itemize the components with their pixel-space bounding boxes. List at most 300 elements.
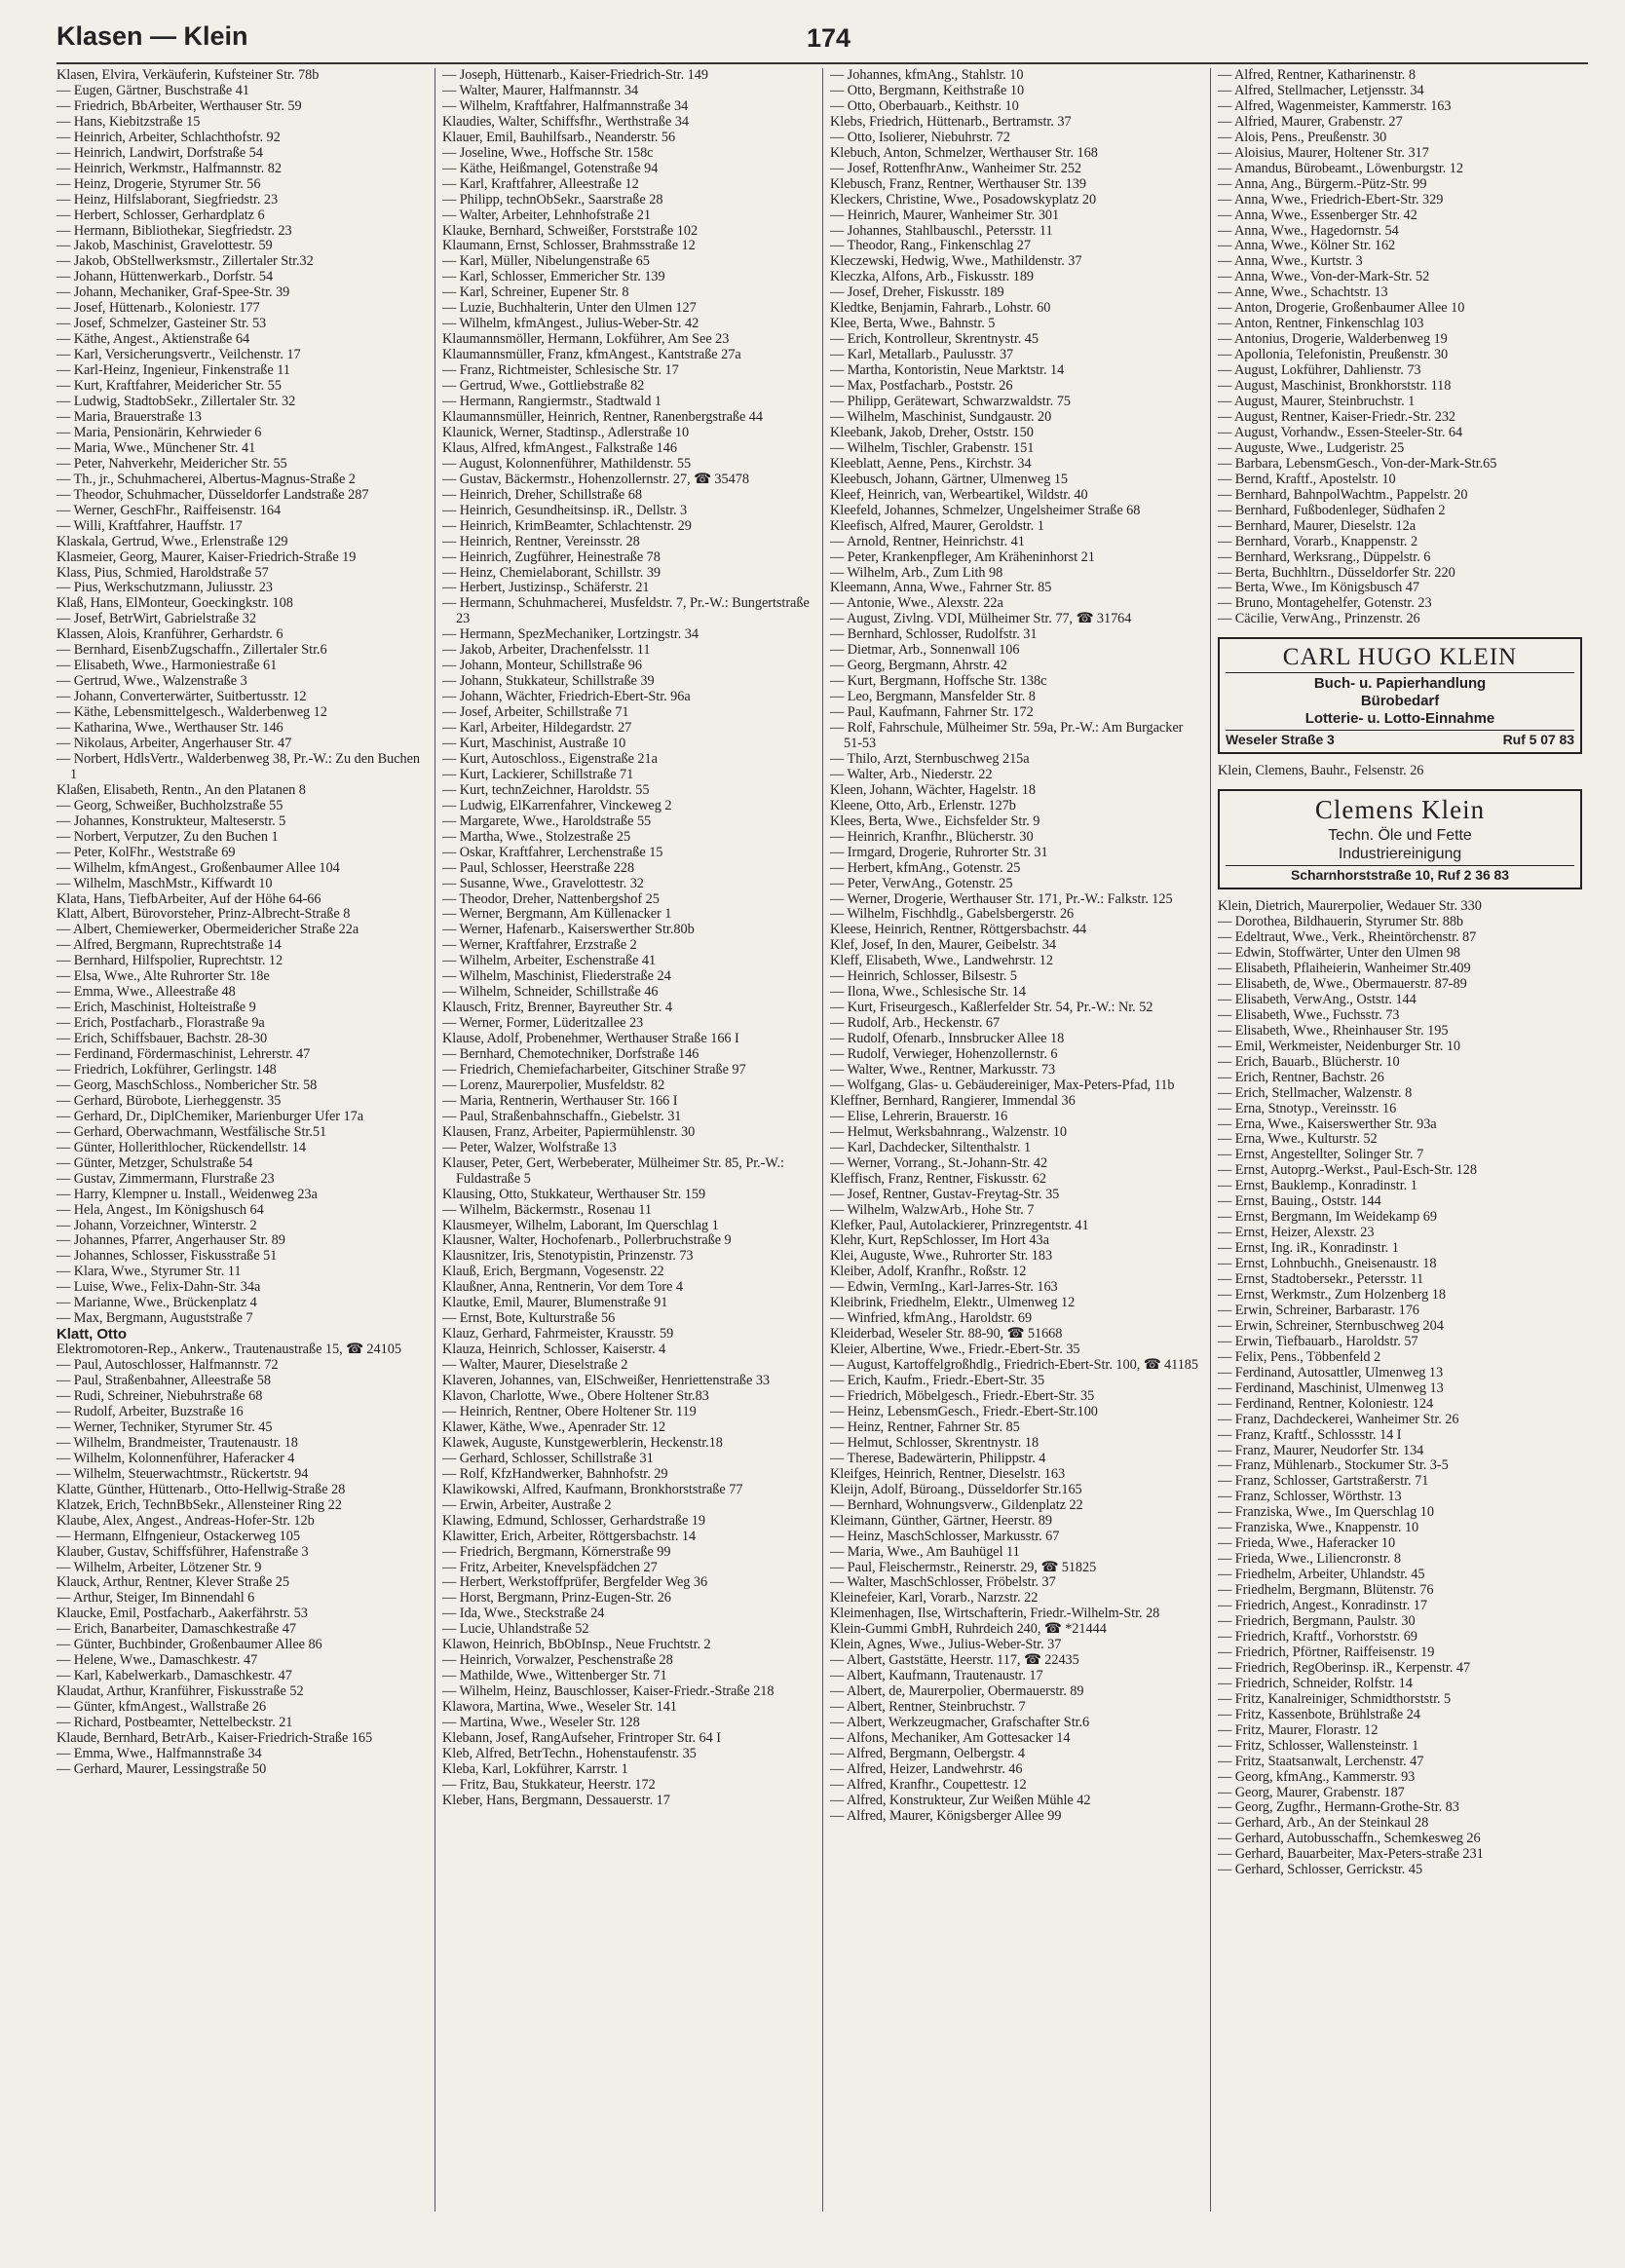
directory-entry: Klautke, Emil, Maurer, Blumenstraße 91	[442, 1295, 668, 1311]
directory-entry: — Philipp, Gerätewart, Schwarzwaldstr. 75	[830, 394, 1071, 410]
directory-entry: — Heinrich, Arbeiter, Schlachthofstr. 92	[57, 129, 281, 145]
directory-entry: — Amandus, Bürobeamt., Löwenburgstr. 12	[1218, 160, 1463, 176]
directory-entry: Klebuch, Anton, Schmelzer, Werthauser Str. 168	[830, 144, 1098, 161]
directory-entry: — Wilhelm, Arbeiter, Eschenstraße 41	[442, 953, 657, 969]
directory-entry: Klausmeyer, Wilhelm, Laborant, Im Querschlag 1	[442, 1217, 719, 1233]
directory-entry: — Paul, Autoschlosser, Halfmannstr. 72	[57, 1357, 279, 1374]
directory-entry: Kleb, Alfred, BetrTechn., Hohenstaufenstr. 35	[442, 1745, 697, 1761]
directory-entry: — Gerhard, Arb., An der Steinkaul 28	[1218, 1815, 1429, 1832]
directory-entry: — Rudolf, Verwieger, Hohenzollernstr. 6	[830, 1046, 1058, 1063]
ad-line: Buch- u. Papierhandlung	[1313, 675, 1487, 693]
directory-entry: — Rolf, Fahrschule, Mülheimer Str. 59a, Pr.-W.: Am Burgacker 51-53	[830, 720, 1184, 751]
directory-entry: — Heinrich, Kranfhr., Blücherstr. 30	[830, 828, 1034, 845]
directory-entry: Klein, Agnes, Wwe., Julius-Weber-Str. 37	[830, 1637, 1062, 1653]
ad-title: Clemens Klein	[1314, 795, 1486, 825]
directory-entry: — Erwin, Schreiner, Barbarastr. 176	[1218, 1302, 1419, 1318]
directory-entry: — Wilhelm, Kolonnenführer, Haferacker 4	[57, 1450, 295, 1466]
ad-phone: Ruf 5 07 83	[1502, 732, 1574, 748]
directory-entry: — Ernst, Heizer, Alexstr. 23	[1218, 1225, 1375, 1241]
directory-entry: — Josef, Dreher, Fiskusstr. 189	[830, 284, 1004, 301]
directory-entry: — Paul, Straßenbahnschaffn., Giebelstr. 31	[442, 1108, 682, 1124]
directory-entry: — Erich, Kontrolleur, Skrentnystr. 45	[830, 331, 1039, 348]
directory-entry: — Albert, Werkzeugmacher, Grafschafter Str.6	[830, 1715, 1090, 1731]
directory-entry: — Anna, Wwe., Von-der-Mark-Str. 52	[1218, 269, 1430, 285]
directory-entry: — Hermann, SpezMechaniker, Lortzingstr. 34	[442, 626, 699, 643]
directory-entry: Kleiderbad, Weseler Str. 88-90, ☎ 51668	[830, 1326, 1063, 1342]
directory-entry: — Jakob, ObStellwerksmstr., Zillertaler Str.32	[57, 253, 314, 270]
directory-entry: — Peter, Krankenpfleger, Am Kräheninhorst 21	[830, 548, 1095, 565]
directory-entry: Klawikowski, Alfred, Kaufmann, Bronkhorststraße 77	[442, 1481, 743, 1497]
directory-entry: — Heinrich, Maurer, Wanheimer Str. 301	[830, 207, 1060, 223]
directory-entry: Klasmeier, Georg, Maurer, Kaiser-Friedrich-Straße 19	[57, 548, 357, 565]
directory-entry: Klaude, Bernhard, BetrArb., Kaiser-Friedrich-Straße 165	[57, 1729, 373, 1746]
directory-entry: Klaveren, Johannes, van, ElSchweißer, Henriettenstraße 33	[442, 1373, 771, 1389]
directory-entry: — Günter, Hollerithlocher, Rückendellstr. 14	[57, 1139, 306, 1155]
directory-entry: — Edwin, VermIng., Karl-Jarres-Str. 163	[830, 1279, 1058, 1296]
directory-entry: — Friedrich, Lokführer, Gerlingstr. 148	[57, 1062, 277, 1077]
directory-entry: — Johannes, Konstrukteur, Malteserstr. 5	[57, 813, 286, 829]
directory-entry: Kleckers, Christine, Wwe., Posadowskyplatz 20	[830, 191, 1097, 208]
directory-entry: — Erna, Wwe., Kaiserswerther Str. 93a	[1218, 1115, 1437, 1132]
directory-entry: — Werner, Bergmann, Am Küllenacker 1	[442, 906, 672, 923]
directory-entry: — Johannes, Stahlbauschl., Petersstr. 11	[830, 222, 1053, 239]
directory-entry: — Dorothea, Bildhauerin, Styrumer Str. 88b	[1218, 914, 1464, 930]
directory-entry: — Kurt, Bergmann, Hoffsche Str. 138c	[830, 673, 1047, 690]
directory-entry: — Alfred, Bergmann, Oelbergstr. 4	[830, 1745, 1025, 1761]
directory-entry: — Heinrich, Schlosser, Bilsestr. 5	[830, 968, 1017, 985]
directory-entry: Klausing, Otto, Stukkateur, Werthauser Str. 159	[442, 1186, 706, 1202]
directory-entry: Klawing, Edmund, Schlosser, Gerhardstraße 19	[442, 1512, 705, 1529]
directory-entry: — Willi, Kraftfahrer, Hauffstr. 17	[57, 517, 243, 534]
directory-entry: — Joseline, Wwe., Hoffsche Str. 158c	[442, 144, 654, 161]
directory-entry: — Erich, Banarbeiter, Damaschkestraße 47	[57, 1621, 296, 1638]
directory-entry: — Bernhard, Vorarb., Knappenstr. 2	[1218, 533, 1418, 549]
directory-entry: — Alfried, Maurer, Grabenstr. 27	[1218, 113, 1403, 130]
directory-entry: — Erich, Rentner, Bachstr. 26	[1218, 1069, 1384, 1085]
directory-entry: — Karl, Versicherungsvertr., Veilchenstr. 17	[57, 347, 301, 363]
directory-entry: Kleene, Otto, Arb., Erlenstr. 127b	[830, 797, 1016, 813]
directory-entry: — Antonie, Wwe., Alexstr. 22a	[830, 595, 1003, 612]
directory-entry: Klaußner, Anna, Rentnerin, Vor dem Tore 4	[442, 1279, 683, 1296]
directory-entry: — Luise, Wwe., Felix-Dahn-Str. 34a	[57, 1279, 261, 1296]
directory-entry: — Joseph, Hüttenarb., Kaiser-Friedrich-Str. 149	[442, 67, 708, 83]
directory-entry: — Karl, Müller, Nibelungenstraße 65	[442, 253, 650, 270]
directory-entry: — Josef, Rentner, Gustav-Freytag-Str. 35	[830, 1186, 1060, 1202]
directory-entry: — Gertrud, Wwe., Walzenstraße 3	[57, 673, 247, 690]
directory-entry: — Heinz, Chemielaborant, Schillstr. 39	[442, 564, 661, 581]
ad-address: Scharnhorststraße 10, Ruf 2 36 83	[1291, 867, 1509, 884]
directory-entry: Klefker, Paul, Autolackierer, Prinzregentstr. 41	[830, 1217, 1089, 1233]
directory-entry: — Bernhard, Fußbodenleger, Südhafen 2	[1218, 502, 1446, 518]
directory-entry: — Erwin, Schreiner, Sternbuschweg 204	[1218, 1317, 1444, 1334]
directory-entry: — Wilhelm, kfmAngest., Julius-Weber-Str. 42	[442, 316, 699, 332]
ad-line: Lotterie- u. Lotto-Einnahme	[1304, 710, 1495, 728]
directory-entry: — Erich, Schiffsbauer, Bachstr. 28-30	[57, 1031, 268, 1047]
directory-entry: — Marianne, Wwe., Brückenplatz 4	[57, 1295, 257, 1311]
directory-entry: — Käthe, Angest., Aktienstraße 64	[57, 331, 250, 348]
directory-entry: — Arthur, Steiger, Im Binnendahl 6	[57, 1590, 255, 1606]
page-header	[57, 21, 1586, 60]
directory-entry: Kleef, Heinrich, van, Werbeartikel, Wildstr. 40	[830, 486, 1088, 503]
directory-entry: — Karl, Schreiner, Eupener Str. 8	[442, 284, 629, 301]
directory-entry: — Walter, MaschSchlosser, Fröbelstr. 37	[830, 1574, 1056, 1591]
directory-entry: — Anne, Wwe., Schachtstr. 13	[1218, 284, 1388, 301]
directory-entry: Kleczka, Alfons, Arb., Fiskusstr. 189	[830, 269, 1035, 285]
directory-entry: — Cäcilie, VerwAng., Prinzenstr. 26	[1218, 611, 1420, 627]
directory-entry: — Wilhelm, WalzwArb., Hohe Str. 7	[830, 1201, 1035, 1218]
directory-entry: Kleinefeier, Karl, Vorarb., Narzstr. 22	[830, 1590, 1039, 1606]
directory-entry: — Oskar, Kraftfahrer, Lerchenstraße 15	[442, 844, 663, 860]
directory-entry: — Fritz, Schlosser, Wallensteinstr. 1	[1218, 1737, 1419, 1754]
directory-entry: — Elise, Lehrerin, Brauerstr. 16	[830, 1108, 1008, 1124]
directory-entry: — Heinrich, Vorwalzer, Peschenstraße 28	[442, 1652, 673, 1669]
directory-entry: — Emma, Wwe., Alleestraße 48	[57, 984, 236, 1001]
directory-entry: — Karl, Metallarb., Paulusstr. 37	[830, 347, 1014, 363]
directory-entry: — Helene, Wwe., Damaschkestr. 47	[57, 1652, 258, 1669]
directory-entry: — Ernst, Bauing., Oststr. 144	[1218, 1193, 1381, 1210]
directory-entry: Klein-Gummi GmbH, Ruhrdeich 240, ☎ *21444	[830, 1621, 1107, 1638]
directory-entry: — Heinrich, Zugführer, Heinestraße 78	[442, 548, 661, 565]
directory-entry: — Ernst, Stadtobersekr., Petersstr. 11	[1218, 1271, 1424, 1288]
directory-entry: Klausen, Franz, Arbeiter, Papiermühlenstr. 30	[442, 1123, 696, 1140]
directory-entry: — Kurt, Lackierer, Schillstraße 71	[442, 766, 634, 782]
directory-entry: Klauke, Bernhard, Schweißer, Forststraße 102	[442, 222, 699, 239]
directory-entry: — Heinz, LebensmGesch., Friedr.-Ebert-Str.100	[830, 1403, 1098, 1419]
directory-entry: — Bernhard, EisenbZugschaffn., Zillertaler Str.6	[57, 642, 327, 659]
directory-entry: — Wilhelm, Tischler, Grabenstr. 151	[830, 439, 1035, 456]
directory-entry: — Friedrich, Pförtner, Raiffeisenstr. 19	[1218, 1644, 1435, 1660]
directory-entry: Kleeblatt, Aenne, Pens., Kirchstr. 34	[830, 455, 1032, 472]
directory-entry: — Luzie, Buchhalterin, Unter den Ulmen 127	[442, 300, 697, 317]
directory-entry: Kleczewski, Hedwig, Wwe., Mathildenstr. 37	[830, 253, 1082, 270]
directory-entry: — Ernst, Bergmann, Im Weidekamp 69	[1218, 1209, 1437, 1226]
directory-entry: — Paul, Straßenbahner, Alleestraße 58	[57, 1373, 271, 1389]
directory-entry: — Karl, Kabelwerkarb., Damaschkestr. 47	[57, 1668, 292, 1684]
directory-entry: — Ernst, Lohnbuchh., Gneisenaustr. 18	[1218, 1256, 1437, 1272]
directory-column-4	[1218, 68, 1588, 1878]
directory-entry: Kleiber, Adolf, Kranfhr., Roßstr. 12	[830, 1264, 1027, 1280]
directory-entry: — Wilhelm, Fischhdlg., Gabelsbergerstr. 26	[830, 906, 1075, 923]
directory-entry: — Bernhard, Werksrang., Düppelstr. 6	[1218, 548, 1431, 565]
directory-entry: — Mathilde, Wwe., Wittenberger Str. 71	[442, 1668, 667, 1684]
directory-entry: Kleffisch, Franz, Rentner, Fiskusstr. 62	[830, 1170, 1046, 1187]
directory-entry: — Franz, Maurer, Neudorfer Str. 134	[1218, 1442, 1424, 1458]
directory-entry: — Otto, Bergmann, Keithstraße 10	[830, 82, 1025, 98]
directory-entry: Klauz, Gerhard, Fahrmeister, Kraus​str. 59	[442, 1326, 674, 1342]
directory-entry: — Susanne, Wwe., Gravelottestr. 32	[442, 875, 644, 891]
directory-entry: Klausner, Walter, Hochofenarb., Pollerbruchstraße 9	[442, 1232, 732, 1249]
directory-entry: Kleebusch, Johann, Gärtner, Ulmenweg 15	[830, 471, 1069, 487]
directory-entry: — Hermann, Rangiermstr., Stadtwald 1	[442, 394, 661, 410]
directory-entry: Klauck, Arthur, Rentner, Klever Straße 25	[57, 1574, 289, 1591]
directory-entry: Klei, Auguste, Wwe., Ruhrorter Str. 183	[830, 1248, 1053, 1265]
directory-entry: — Kurt, Maschinist, Austraße 10	[442, 735, 626, 751]
directory-entry: — Horst, Bergmann, Prinz-Eugen-Str. 26	[442, 1590, 671, 1606]
directory-entry: Klavon, Charlotte, Wwe., Obere Holtener Str.83	[442, 1388, 709, 1405]
directory-entry: — Erich, Postfacharb., Florastraße 9a	[57, 1015, 265, 1032]
directory-entry: — Maria, Brauerstraße 13	[57, 408, 202, 425]
directory-entry: — Johann, Hüttenwerkarb., Dorfstr. 54	[57, 269, 274, 285]
directory-entry: — Gerhard, Schlosser, Schillstraße 31	[442, 1450, 654, 1466]
directory-entry: — Johann, Wächter, Friedrich-Ebert-Str. 96a	[442, 689, 691, 705]
directory-entry: — Arnold, Rentner, Heinrichstr. 41	[830, 533, 1025, 549]
directory-entry: — Alfons, Mechaniker, Am Gottesacker 14	[830, 1729, 1071, 1746]
directory-entry: — Friedrich, Chemiefacharbeiter, Gitschiner Straße 97	[442, 1062, 746, 1077]
directory-entry: — Walter, Maurer, Dieselstraße 2	[442, 1357, 628, 1374]
ad-title: CARL HUGO KLEIN	[1226, 643, 1574, 673]
directory-entry: — Irmgard, Drogerie, Ruhrorter Str. 31	[830, 844, 1048, 860]
directory-entry: — Alfred, Maurer, Königsberger Allee 99	[830, 1807, 1062, 1824]
directory-entry: — Fritz, Kassenbote, Brühlstraße 24	[1218, 1706, 1420, 1722]
directory-entry: — Felix, Pens., Többenfeld 2	[1218, 1348, 1381, 1365]
directory-entry: — Rudolf, Arb., Heckenstr. 67	[830, 1015, 1001, 1032]
directory-entry: — Otto, Isolierer, Niebuhrstr. 72	[830, 129, 1010, 145]
directory-entry: Klebann, Josef, RangAufseher, Frintroper Str. 64 I	[442, 1729, 721, 1746]
directory-entry: — Georg, Bergmann, Ahrstr. 42	[830, 658, 1007, 674]
directory-entry: — Werner, Kraftfahrer, Erzstraße 2	[442, 937, 637, 954]
directory-entry: — Ilona, Wwe., Schlesische Str. 14	[830, 984, 1026, 1001]
directory-entry: Elektromotoren-Rep., Ankerw., Trautenaustraße 15, ☎ 24105	[57, 1342, 401, 1358]
directory-entry: — Friedhelm, Bergmann, Blütenstr. 76	[1218, 1582, 1434, 1599]
ad-footer	[1226, 730, 1574, 748]
directory-entry: — August, Vorhandw., Essen-Steeler-Str. 64	[1218, 424, 1463, 440]
directory-entry: — Heinz, Rentner, Fahrner Str. 85	[830, 1418, 1020, 1435]
directory-entry: — Käthe, Lebensmittelgesch., Walderbenweg 12	[57, 704, 327, 721]
directory-entry: — Jakob, Arbeiter, Drachenfelsstr. 11	[442, 642, 651, 659]
directory-entry: — Otto, Oberbauarb., Keithstr. 10	[830, 97, 1019, 114]
directory-entry: — Anna, Wwe., Friedrich-Ebert-Str. 329	[1218, 191, 1444, 208]
directory-entry: — Paul, Kaufmann, Fahrner Str. 172	[830, 704, 1034, 721]
directory-entry: — Heinrich, Dreher, Schillstraße 68	[442, 486, 642, 503]
directory-entry: — Fritz, Staatsanwalt, Lerchenstr. 47	[1218, 1753, 1424, 1769]
directory-entry: Klehr, Kurt, RepSchlosser, Im Hort 43a	[830, 1232, 1049, 1249]
directory-entry: — Karl-Heinz, Ingenieur, Finkenstraße 11	[57, 362, 290, 379]
directory-entry: — Albert, Chemiewerker, Obermeidericher Straße 22a	[57, 922, 359, 938]
directory-entry: — August, Maurer, Steinbruchstr. 1	[1218, 394, 1416, 410]
directory-entry: — Wilhelm, Bäckermstr., Rosenau 11	[442, 1201, 652, 1218]
directory-entry: Klebs, Friedrich, Hüttenarb., Bertramstr. 37	[830, 113, 1072, 130]
directory-entry: — Hermann, Elfngenieur, Ostackerweg 105	[57, 1528, 300, 1544]
directory-entry: — Ferdinand, Maschinist, Ulmenweg 13	[1218, 1380, 1444, 1396]
directory-entry: — Klara, Wwe., Styrumer Str. 11	[57, 1264, 242, 1280]
directory-entry: — Anna, Wwe., Hagedornstr. 54	[1218, 222, 1399, 239]
directory-entry: — Günter, kfmAngest., Wallstraße 26	[57, 1699, 267, 1716]
directory-entry: — Wilhelm, MaschMstr., Kiffwardt 10	[57, 875, 273, 891]
directory-entry: — Georg, kfmAng., Kammerstr. 93	[1218, 1768, 1416, 1785]
page-number: 174	[807, 23, 851, 53]
directory-entry: Klaumannsmüller, Franz, kfmAngest., Kantstraße 27a	[442, 347, 741, 363]
directory-entry: Klatt, Albert, Bürovorsteher, Prinz-Albrecht-Straße 8	[57, 906, 351, 923]
directory-entry: Klatte, Günther, Hüttenarb., Otto-Hellwig-Straße 28	[57, 1481, 346, 1497]
directory-entry: — Antonius, Drogerie, Walderbenweg 19	[1218, 331, 1448, 348]
directory-entry: — Wolfgang, Glas- u. Gebäudereiniger, Max-Peters-Pfad, 11b	[830, 1077, 1175, 1093]
directory-entry: — Ernst, Bauklemp., Konradinstr. 1	[1218, 1178, 1417, 1194]
directory-entry: — Georg, Schweißer, Buchholzstraße 55	[57, 797, 283, 813]
directory-entry: — Martha, Kontoristin, Neue Marktstr. 14	[830, 362, 1065, 379]
directory-entry: — Albert, de, Maurerpolier, Obermauerstr. 89	[830, 1683, 1084, 1700]
directory-entry: — Elisabeth, VerwAng., Oststr. 144	[1218, 991, 1417, 1007]
directory-entry: — Alois, Pens., Preußenstr. 30	[1218, 129, 1387, 145]
directory-entry: — Josef, BetrWirt, Gabrielstraße 32	[57, 611, 256, 627]
directory-entry: — Anton, Drogerie, Großenbaumer Allee 10	[1218, 300, 1465, 317]
directory-entry: — Fritz, Maurer, Florastr. 12	[1218, 1721, 1379, 1738]
directory-entry: — August, Maschinist, Bronkhorststr. 118	[1218, 378, 1452, 395]
directory-entry: — Maria, Wwe., Münchener Str. 41	[57, 439, 256, 456]
directory-entry: — Günter, Metzger, Schulstraße 54	[57, 1154, 253, 1171]
directory-entry: — Friedrich, Angest., Konradinstr. 17	[1218, 1598, 1427, 1614]
directory-entry: — Gustav, Bäckermstr., Hohenzollernstr. 27, ☎ 35478	[442, 471, 749, 487]
directory-entry: — Friedrich, Möbelgesch., Friedr.-Ebert-Str. 35	[830, 1388, 1095, 1405]
directory-entry: Kleimann, Günther, Gärtner, Heerstr. 89	[830, 1512, 1052, 1529]
directory-entry: Klees, Berta, Wwe., Eichsfelder Str. 9	[830, 813, 1040, 829]
directory-entry: — Gerhard, Autobusschaffn., Schemkesweg 26	[1218, 1831, 1481, 1847]
directory-entry: Klauser, Peter, Gert, Werbeberater, Mülheimer Str. 85, Pr.-W.: Fuldastraße 5	[442, 1154, 784, 1187]
directory-entry: — Philipp, technObSekr., Saarstraße 28	[442, 191, 663, 208]
directory-entry: — Ludwig, ElKarrenfahrer, Vinckeweg 2	[442, 797, 672, 813]
directory-entry: — Ida, Wwe., Steckstraße 24	[442, 1606, 605, 1622]
directory-entry: — Ernst, Angestellter, Solinger Str. 7	[1218, 1147, 1424, 1163]
directory-entry: — Theodor, Schuhmacher, Düsseldorfer Landstraße 287	[57, 486, 369, 503]
directory-entry: — Paul, Schlosser, Heerstraße 228	[442, 859, 635, 876]
directory-entry: — Kurt, Kraftfahrer, Meidericher Str. 55	[57, 378, 282, 395]
directory-entry: Kleimenhagen, Ilse, Wirtschafterin, Friedr.-Wilhelm-Str. 28	[830, 1606, 1160, 1622]
directory-entry: — Franz, Dachdeckerei, Wanheimer Str. 26	[1218, 1411, 1459, 1427]
directory-entry: — Jakob, Maschinist, Gravelottestr. 59	[57, 238, 273, 254]
directory-entry: — Ferdinand, Fördermaschinist, Lehrerstr. 47	[57, 1046, 311, 1063]
directory-entry: Klausch, Fritz, Brenner, Bayreuther Str. 4	[442, 1000, 672, 1016]
directory-entry: — Anna, Wwe., Essenberger Str. 42	[1218, 207, 1417, 223]
directory-entry: — Gustav, Zimmermann, Flurstraße 23	[57, 1170, 275, 1187]
directory-entry: — Therese, Badewärterin, Philippstr. 4	[830, 1450, 1046, 1466]
directory-entry: — Werner, Vorrang., St.-Johann-Str. 42	[830, 1154, 1048, 1171]
directory-entry: — Paul, Fleischermstr., Reinerstr. 29, ☎ 51825	[830, 1559, 1097, 1575]
directory-entry: — Elisabeth, Pflaiheierin, Wanheimer Str.409	[1218, 960, 1471, 976]
directory-entry: — Friedrich, BbArbeiter, Werthauser Str. 59	[57, 97, 302, 114]
directory-entry: — Georg, MaschSchloss., Nombericher Str. 58	[57, 1077, 318, 1093]
directory-entry: — Johann, Stukkateur, Schillstraße 39	[442, 673, 655, 690]
directory-entry: — Norbert, Verputzer, Zu den Buchen 1	[57, 828, 279, 845]
directory-entry: Kleier, Albertine, Wwe., Friedr.-Ebert-Str. 35	[830, 1342, 1080, 1358]
directory-entry: — Bernhard, BahnpolWachtm., Pappelstr. 20	[1218, 486, 1468, 503]
directory-entry: — Anna, Ang., Bürgerm.-Pütz-Str. 99	[1218, 175, 1427, 192]
directory-entry: — Ernst, Werkmstr., Zum Holzenberg 18	[1218, 1287, 1446, 1303]
directory-entry: Klatzek, Erich, TechnBbSekr., Allensteiner Ring 22	[57, 1496, 342, 1513]
directory-entry: — Martha, Wwe., Stolzestraße 25	[442, 828, 631, 845]
directory-entry: — Erwin, Tiefbauarb., Haroldstr. 57	[1218, 1333, 1418, 1349]
directory-entry: — Johann, Mechaniker, Graf-Spee-Str. 39	[57, 284, 290, 301]
directory-entry: — Ludwig, StadtobSekr., Zillertaler Str. 32	[57, 394, 296, 410]
directory-entry: Klauza, Heinrich, Schlosser, Kaiserstr. 4	[442, 1342, 666, 1358]
directory-entry: — Johannes, kfmAng., Stahlstr. 10	[830, 67, 1024, 83]
directory-entry: — Peter, Walzer, Wolfstraße 13	[442, 1139, 617, 1155]
directory-entry: — Peter, Nahverkehr, Meidericher Str. 55	[57, 455, 287, 472]
directory-entry: — Elsa, Wwe., Alte Ruhrorter Str. 18e	[57, 968, 270, 985]
directory-entry: — Ernst, Bote, Kulturstraße 56	[442, 1310, 616, 1327]
directory-entry: Kleff, Elisabeth, Wwe., Landwehrstr. 12	[830, 953, 1053, 969]
directory-entry: — Friedrich, Schneider, Rolfstr. 14	[1218, 1675, 1413, 1691]
directory-entry: — Kurt, technZeichner, Haroldstr. 55	[442, 781, 650, 798]
directory-entry: Klein, Clemens, Bauhr., Felsenstr. 26	[1218, 763, 1424, 779]
directory-entry: — Max, Postfacharb., Poststr. 26	[830, 378, 1013, 395]
directory-entry: — Theodor, Rang., Finkenschlag 27	[830, 238, 1031, 254]
directory-entry: Klaumannsmüller, Heinrich, Rentner, Ranenbergstraße 44	[442, 408, 763, 425]
directory-entry: — Bernhard, Schlosser, Rudolfstr. 31	[830, 626, 1038, 643]
directory-entry: — Albert, Rentner, Steinbruchstr. 7	[830, 1699, 1026, 1716]
directory-entry: — Heinrich, Landwirt, Dorfstraße 54	[57, 144, 263, 161]
directory-entry: — Josef, Hüttenarb., Koloniestr. 177	[57, 300, 260, 317]
directory-entry: — Harry, Klempner u. Install., Weidenweg 23a	[57, 1186, 318, 1202]
directory-entry: — Werner, Former, Lüderitzallee 23	[442, 1015, 644, 1032]
directory-entry: — Barbara, LebensmGesch., Von-der-Mark-Str.65	[1218, 455, 1497, 472]
directory-entry: — Karl, Kraftfahrer, Alleestraße 12	[442, 175, 639, 192]
directory-entry: — Gerhard, Schlosser, Gerrickstr. 45	[1218, 1862, 1423, 1878]
header-rule	[57, 62, 1588, 64]
directory-entry: Klawer, Käthe, Wwe., Apenrader Str. 12	[442, 1418, 666, 1435]
directory-entry: Klassen, Alois, Kranführer, Gerhardstr. 6	[57, 626, 283, 643]
directory-entry: — Friedrich, Kraftf., Vorhorststr. 69	[1218, 1628, 1417, 1644]
directory-entry: — Margarete, Wwe., Haroldstraße 55	[442, 813, 652, 829]
directory-entry: — Wilhelm, Steuerwachtmstr., Rückertstr. 94	[57, 1465, 309, 1482]
directory-entry: — Werner, Techniker, Styrumer Str. 45	[57, 1418, 273, 1435]
directory-entry: — Erna, Wwe., Kulturstr. 52	[1218, 1131, 1378, 1148]
directory-entry: — Rudolf, Ofenarb., Innsbrucker Allee 18	[830, 1031, 1065, 1047]
directory-entry: — Peter, VerwAng., Gotenstr. 25	[830, 875, 1013, 891]
directory-column-2	[442, 68, 812, 1809]
directory-entry: Kleijn, Adolf, Büroang., Düsseldorfer Str.165	[830, 1481, 1082, 1497]
directory-entry: — Rudi, Schreiner, Niebuhrstraße 68	[57, 1388, 263, 1405]
directory-entry: Klawon, Heinrich, BbObInsp., Neue Fruchtstr. 2	[442, 1637, 711, 1653]
directory-entry: Kleibrink, Friedhelm, Elektr., Ulmenweg 12	[830, 1295, 1076, 1311]
directory-entry: — Franz, Richtmeister, Schlesische Str. 17	[442, 362, 679, 379]
directory-entry: — Johann, Vorzeichner, Winterstr. 2	[57, 1217, 257, 1233]
ad-address: Weseler Straße 3	[1226, 732, 1335, 748]
directory-entry: — Emma, Wwe., Halfmannstraße 34	[57, 1745, 262, 1761]
directory-entry: — Erwin, Arbeiter, Austraße 2	[442, 1496, 612, 1513]
directory-entry: — Auguste, Wwe., Ludgeristr. 25	[1218, 439, 1405, 456]
directory-entry: — Alfred, Stellmacher, Letjensstr. 34	[1218, 82, 1424, 98]
directory-entry: Klaucke, Emil, Postfacharb., Aakerfährstr. 53	[57, 1606, 308, 1622]
directory-entry: Kleffner, Bernhard, Rangierer, Immendal 36	[830, 1092, 1076, 1109]
directory-entry: — Elisabeth, Wwe., Rheinhauser Str. 195	[1218, 1022, 1449, 1039]
directory-entry: — Hermann, Bibliothekar, Siegfriedstr. 23	[57, 222, 292, 239]
directory-entry: — August, Zivlng. VDI, Mülheimer Str. 77, ☎ 31764	[830, 611, 1132, 627]
directory-entry: — Th., jr., Schuhmacherei, Albertus-Magnus-Straße 2	[57, 471, 356, 487]
directory-entry: — Erich, Bauarb., Blücherstr. 10	[1218, 1053, 1400, 1070]
directory-entry: Klaus, Alfred, kfmAngest., Falkstraße 146	[442, 439, 677, 456]
directory-entry: Kleese, Heinrich, Rentner, Röttgersbachstr. 44	[830, 922, 1087, 938]
directory-entry: — Lorenz, Maurerpolier, Musfeldstr. 82	[442, 1077, 665, 1093]
advertisement-clemens-klein	[1218, 789, 1582, 889]
directory-entry: Klause, Adolf, Probenehmer, Werthauser Straße 166 I	[442, 1031, 739, 1047]
directory-entry: Kleber, Hans, Bergmann, Dessauerstr. 17	[442, 1792, 670, 1808]
directory-entry: — Heinrich, Gesundheitsinsp. iR., Dellstr. 3	[442, 502, 688, 518]
directory-entry: — Martina, Wwe., Weseler Str. 128	[442, 1715, 640, 1731]
directory-entry: Klatt, Otto	[57, 1326, 127, 1343]
directory-entry: — Franziska, Wwe., Im Querschlag 10	[1218, 1504, 1434, 1521]
directory-entry: — Wilhelm, Maschinist, Fliederstraße 24	[442, 968, 671, 985]
directory-entry: — Gertrud, Wwe., Gottliebstraße 82	[442, 378, 645, 395]
directory-entry: — Wilhelm, Brandmeister, Trautenaustr. 18	[57, 1434, 298, 1451]
directory-entry: — Wilhelm, kfmAngest., Großenbaumer Allee 104	[57, 859, 340, 876]
directory-entry: — Albert, Kaufmann, Trautenaustr. 17	[830, 1668, 1043, 1684]
directory-entry: — Bernhard, Chemotechniker, Dorfstraße 146	[442, 1046, 699, 1063]
ad-footer	[1226, 865, 1574, 884]
directory-entry: — Maria, Pensionärin, Kehrwieder 6	[57, 424, 262, 440]
directory-entry: — Herbert, Werkstoffprüfer, Bergfelder Weg 36	[442, 1574, 708, 1591]
directory-entry: — Johannes, Pfarrer, Angerhauser Str. 89	[57, 1232, 285, 1249]
ad-line: Bürobedarf	[1360, 693, 1440, 710]
directory-entry: — Georg, Maurer, Grabenstr. 187	[1218, 1784, 1405, 1800]
